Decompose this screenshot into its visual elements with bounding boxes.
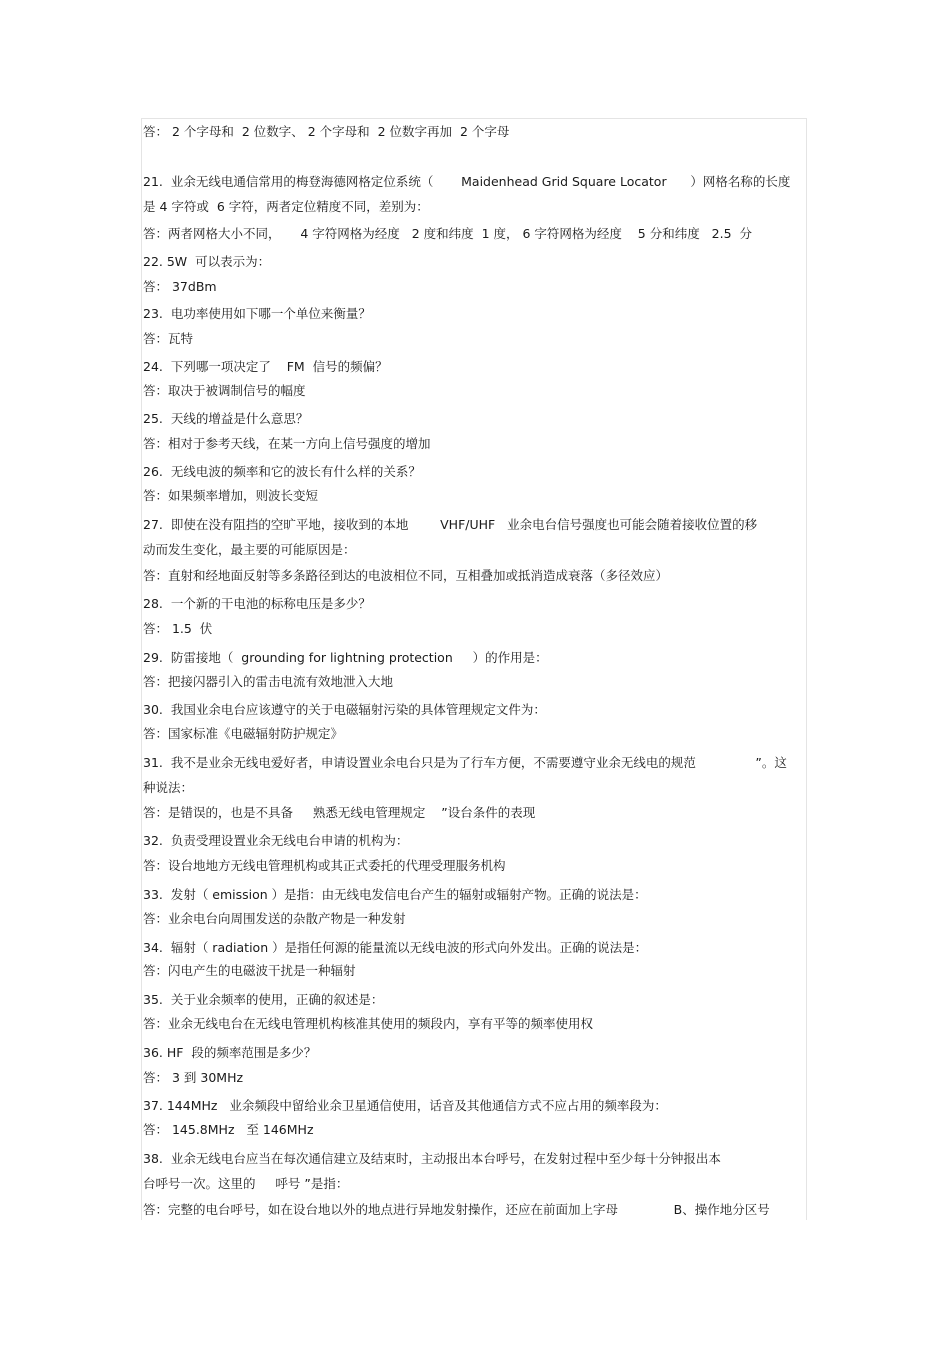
answer-22: 答： 37dBm xyxy=(143,279,217,294)
answer-35: 答：业余无线电台在无线电管理机构核准其使用的频段内，享有平等的频率使用权 xyxy=(143,1016,594,1031)
question-23: 23. 电功率使用如下哪一个单位来衡量？ xyxy=(143,306,371,321)
question-36: 36. HF 段的频率范围是多少？ xyxy=(143,1045,317,1060)
question-30: 30. 我国业余电台应该遵守的关于电磁辐射污染的具体管理规定文件为： xyxy=(143,702,546,717)
answer-line: 答： 2 个字母和 2 位数字、 2 个字母和 2 位数字再加 2 个字母 xyxy=(143,124,510,139)
answer-34: 答：闪电产生的电磁波干扰是一种辐射 xyxy=(143,963,356,978)
answer-28: 答： 1.5 伏 xyxy=(143,621,213,636)
answer-30: 答：国家标准《电磁辐射防护规定》 xyxy=(143,726,344,741)
question-31-line-1: 31. 我不是业余无线电爱好者，申请设置业余电台只是为了行车方便，不需要遵守业余无线电的规范 ”。这 xyxy=(143,755,787,770)
question-37: 37. 144MHz 业余频段中留给业余卫星通信使用，话音及其他通信方式不应占用的频率段为： xyxy=(143,1098,667,1113)
answer-24: 答：取决于被调制信号的幅度 xyxy=(143,383,306,398)
question-26: 26. 无线电波的频率和它的波长有什么样的关系？ xyxy=(143,464,421,479)
question-27-line-2: 动而发生变化，最主要的可能原因是： xyxy=(143,542,356,557)
answer-37: 答： 145.8MHz 至 146MHz xyxy=(143,1122,314,1137)
answer-38: 答：完整的电台呼号，如在设台地以外的地点进行异地发射操作，还应在前面加上字母 B、操作地分区号 xyxy=(143,1202,770,1217)
question-38-line-2: 台呼号一次。这里的 呼号 ”是指： xyxy=(143,1176,349,1191)
question-27-line-1: 27. 即使在没有阻挡的空旷平地，接收到的本地 VHF/UHF 业余电台信号强度也可能会随着接收位置的移 xyxy=(143,517,758,532)
question-29: 29. 防雷接地（ grounding for lightning protection ）的作用是： xyxy=(143,650,548,665)
answer-25: 答：相对于参考天线，在某一方向上信号强度的增加 xyxy=(143,436,431,451)
answer-21: 答：两者网格大小不同， 4 字符网格为经度 2 度和纬度 1 度， 6 字符网格为经度 5 分和纬度 2.5 分 xyxy=(143,226,752,241)
answer-26: 答：如果频率增加，则波长变短 xyxy=(143,488,319,503)
question-33: 33. 发射（ emission ）是指：由无线电发信电台产生的辐射或辐射产物。正确的说法是： xyxy=(143,887,647,902)
question-24: 24. 下列哪一项决定了 FM 信号的频偏？ xyxy=(143,359,388,374)
question-22: 22. 5W 可以表示为： xyxy=(143,254,271,269)
question-31-line-2: 种说法： xyxy=(143,780,194,795)
question-32: 32. 负责受理设置业余无线电台申请的机构为： xyxy=(143,833,409,848)
answer-32: 答：设台地地方无线电管理机构或其正式委托的代理受理服务机构 xyxy=(143,858,506,873)
answer-23: 答：瓦特 xyxy=(143,331,194,346)
answer-31: 答：是错误的，也是不具备 熟悉无线电管理规定 ”设台条件的表现 xyxy=(143,805,536,820)
answer-33: 答：业余电台向周围发送的杂散产物是一种发射 xyxy=(143,911,406,926)
question-25: 25. 天线的增益是什么意思？ xyxy=(143,411,309,426)
question-38-line-1: 38. 业余无线电台应当在每次通信建立及结束时，主动报出本台呼号，在发射过程中至少每十分钟报出本 xyxy=(143,1151,721,1166)
question-21-line-1: 21. 业余无线电通信常用的梅登海德网格定位系统（ Maidenhead Grid Square Locator ）网格名称的长度 xyxy=(143,174,791,189)
question-34: 34. 辐射（ radiation ）是指任何源的能量流以无线电波的形式向外发出。正确的说法是： xyxy=(143,940,648,955)
question-28: 28. 一个新的干电池的标称电压是多少？ xyxy=(143,596,371,611)
answer-36: 答： 3 到 30MHz xyxy=(143,1070,244,1085)
answer-27: 答：直射和经地面反射等多条路径到达的电波相位不同，互相叠加或抵消造成衰落（多径效应） xyxy=(143,568,669,583)
question-21-line-2: 是 4 字符或 6 字符，两者定位精度不同，差别为： xyxy=(143,199,429,214)
question-35: 35. 关于业余频率的使用，正确的叙述是： xyxy=(143,992,384,1007)
answer-29: 答：把接闪器引入的雷击电流有效地泄入大地 xyxy=(143,674,394,689)
